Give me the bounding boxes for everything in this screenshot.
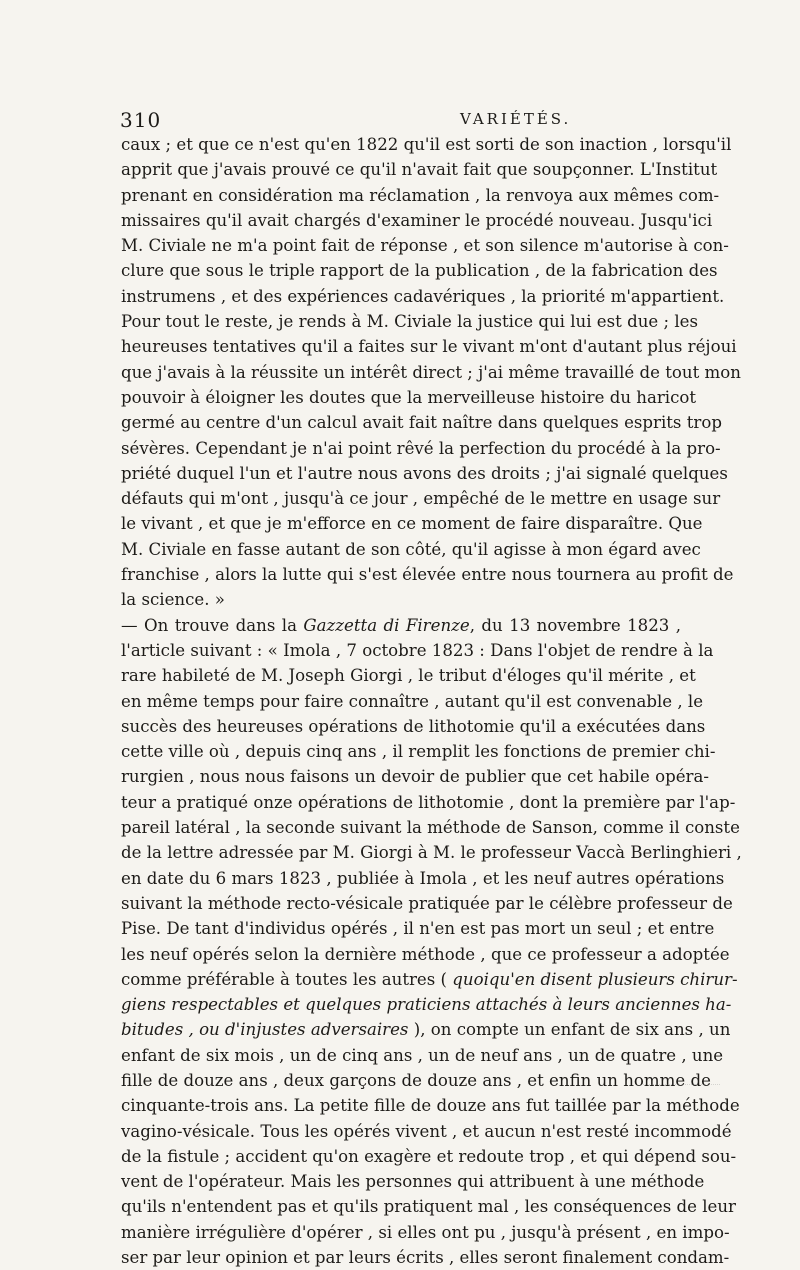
text-line <box>121 562 734 587</box>
text-line <box>121 891 733 916</box>
text-span: défauts qui m'ont , jusqu'à ce jour , empêché de le mettre en usage sur <box>121 489 721 509</box>
text-span: pareil latéral , la seconde suivant la méthode de Sanson, comme il conste <box>121 818 740 838</box>
body-text <box>121 132 742 1270</box>
text-line <box>121 132 732 157</box>
text-line <box>121 967 738 992</box>
text-span: M. Civiale en fasse autant de son côté, qu'il agisse à mon égard avec <box>121 539 701 559</box>
text-span: les neuf opérés selon la dernière méthode , que ce professeur a adoptée <box>121 944 730 964</box>
text-span: vagino-vésicale. Tous les opérés vivent , et aucun n'est resté incommodé <box>121 1121 732 1141</box>
text-line <box>121 916 715 941</box>
text-line <box>121 183 720 208</box>
text-span: franchise , alors la lutte qui s'est élevée entre nous tournera au profit de <box>121 565 734 585</box>
text-line <box>121 410 722 435</box>
text-line <box>121 714 706 739</box>
text-span: — On trouve dans la <box>121 615 304 635</box>
text-line <box>121 208 713 233</box>
text-line <box>121 840 742 865</box>
text-line <box>121 385 697 410</box>
text-span: en date du 6 mars 1823 , publiée à Imola , et les neuf autres opérations <box>121 868 725 888</box>
text-span: missaires qu'il avait chargés d'examiner le procédé nouveau. Jusqu'ici <box>121 210 713 230</box>
running-head: VARIÉTÉS. <box>460 110 572 128</box>
text-line <box>121 992 732 1017</box>
text-line <box>121 511 703 536</box>
text-span: caux ; et que ce n'est qu'en 1822 qu'il est sorti de son inaction , lorsqu'il <box>121 135 732 154</box>
text-span: vent de l'opérateur. Mais les personnes qui attribuent à une méthode <box>121 1172 705 1192</box>
text-line <box>121 1017 731 1042</box>
italic-text: Gazzetta di Firenze <box>303 615 470 635</box>
text-span: cinquante-trois ans. La petite fille de douze ans fut taillée par la méthode <box>121 1096 740 1116</box>
text-line <box>121 1245 730 1270</box>
text-span: l'article suivant : « Imola , 7 octobre 1823 : Dans l'objet de rendre à la <box>121 640 714 660</box>
text-span: sévères. Cependant je n'ai point rêvé la perfection du procédé à la pro- <box>121 438 721 458</box>
text-line <box>121 638 714 663</box>
text-line <box>121 663 696 688</box>
italic-text: quoiqu'en disent plusieurs chirur- <box>452 969 738 989</box>
text-line <box>121 613 681 638</box>
text-line <box>121 1169 705 1194</box>
text-span: ser par leur opinion et par leurs écrits , elles seront finalement condam- <box>121 1248 730 1268</box>
text-span: comme préférable à toutes les autres ( <box>121 969 453 989</box>
text-line <box>121 537 701 562</box>
text-line <box>121 1194 736 1219</box>
text-line <box>121 258 718 283</box>
text-span: pouvoir à éloigner les doutes que la merveilleuse histoire du haricot <box>121 387 697 407</box>
text-line <box>121 360 741 385</box>
text-span: M. Civiale ne m'a point fait de réponse , et son silence m'autorise à con- <box>121 236 729 256</box>
text-line <box>121 587 681 612</box>
text-line <box>121 689 704 714</box>
text-span: , du 13 novembre 1823 , <box>469 615 682 635</box>
text-line <box>121 790 736 815</box>
text-span: clure que sous le triple rapport de la publication , de la fabrication des <box>121 261 718 281</box>
text-line <box>121 866 725 891</box>
text-line <box>121 284 725 309</box>
text-span: ), on compte un enfant de six ans , un <box>408 1020 731 1040</box>
text-span: cette ville où , depuis cinq ans , il remplit les fonctions de premier chi- <box>121 742 716 762</box>
text-span: Pour tout le reste, je rends à M. Civiale la justice qui lui est due ; les <box>121 312 698 332</box>
text-span: la science. » <box>121 590 225 610</box>
text-span: heureuses tentatives qu'il a faites sur le vivant m'ont d'autant plus réjoui <box>121 337 737 357</box>
text-span: germé au centre d'un calcul avait fait naître dans quelques esprits trop <box>121 413 722 433</box>
text-line <box>121 1220 730 1245</box>
text-span: apprit que j'avais prouvé ce qu'il n'avait fait que soupçonner. L'Institut <box>121 160 718 180</box>
text-span: enfant de six mois , un de cinq ans , un de neuf ans , un de quatre , une <box>121 1045 724 1065</box>
text-line <box>121 1119 732 1144</box>
italic-text: giens respectables et quelques praticiens attachés à leurs anciennes ha- <box>121 995 732 1015</box>
italic-text: bitudes , ou d'injustes adversaires <box>121 1020 409 1040</box>
text-line <box>121 461 728 486</box>
text-line <box>121 1068 711 1093</box>
text-span: teur a pratiqué onze opérations de lithotomie , dont la première par l'ap- <box>121 792 736 812</box>
text-span: rare habileté de M. Joseph Giorgi , le tribut d'éloges qu'il mérite , et <box>121 666 696 686</box>
bleed-through-mark <box>640 1084 720 1097</box>
text-line <box>121 1093 740 1118</box>
text-span: le vivant , et que je m'efforce en ce moment de faire disparaître. Que <box>121 514 703 534</box>
text-line <box>121 739 716 764</box>
text-span: priété duquel l'un et l'autre nous avons des droits ; j'ai signalé quelques <box>121 463 728 483</box>
text-line <box>121 334 737 359</box>
text-line <box>121 309 698 334</box>
text-span: instrumens , et des expériences cadavériques , la priorité m'appartient. <box>121 286 725 306</box>
page-number: 310 <box>120 108 162 132</box>
text-span: prenant en considération ma réclamation , la renvoya aux mêmes com- <box>121 185 720 205</box>
text-line <box>121 815 740 840</box>
text-span: que j'avais à la réussite un intérêt direct ; j'ai même travaillé de tout mon <box>121 362 741 382</box>
text-span: suivant la méthode recto-vésicale pratiquée par le célèbre professeur de <box>121 893 733 913</box>
text-span: de la fistule ; accident qu'on exagère et redoute trop , et qui dépend sou- <box>121 1146 737 1166</box>
text-span: manière irrégulière d'opérer , si elles ont pu , jusqu'à présent , en impo- <box>121 1222 730 1242</box>
text-line <box>121 1043 724 1068</box>
text-line <box>121 436 721 461</box>
text-span: qu'ils n'entendent pas et qu'ils pratiquent mal , les conséquences de leur <box>121 1197 736 1217</box>
text-line <box>121 942 730 967</box>
text-span: de la lettre adressée par M. Giorgi à M. le professeur Vaccà Berlinghieri , <box>121 843 742 863</box>
text-line <box>121 1144 737 1169</box>
text-line <box>121 764 709 789</box>
text-span: rurgien , nous nous faisons un devoir de publier que cet habile opéra- <box>121 767 709 787</box>
text-line <box>121 157 718 182</box>
text-line <box>121 233 729 258</box>
text-span: fille de douze ans , deux garçons de douze ans , et enfin un homme de <box>121 1070 711 1090</box>
text-span: Pise. De tant d'individus opérés , il n'en est pas mort un seul ; et entre <box>121 919 715 939</box>
text-line <box>121 486 721 511</box>
text-span: succès des heureuses opérations de lithotomie qu'il a exécutées dans <box>121 716 706 736</box>
text-span: en même temps pour faire connaître , autant qu'il est convenable , le <box>121 691 704 711</box>
